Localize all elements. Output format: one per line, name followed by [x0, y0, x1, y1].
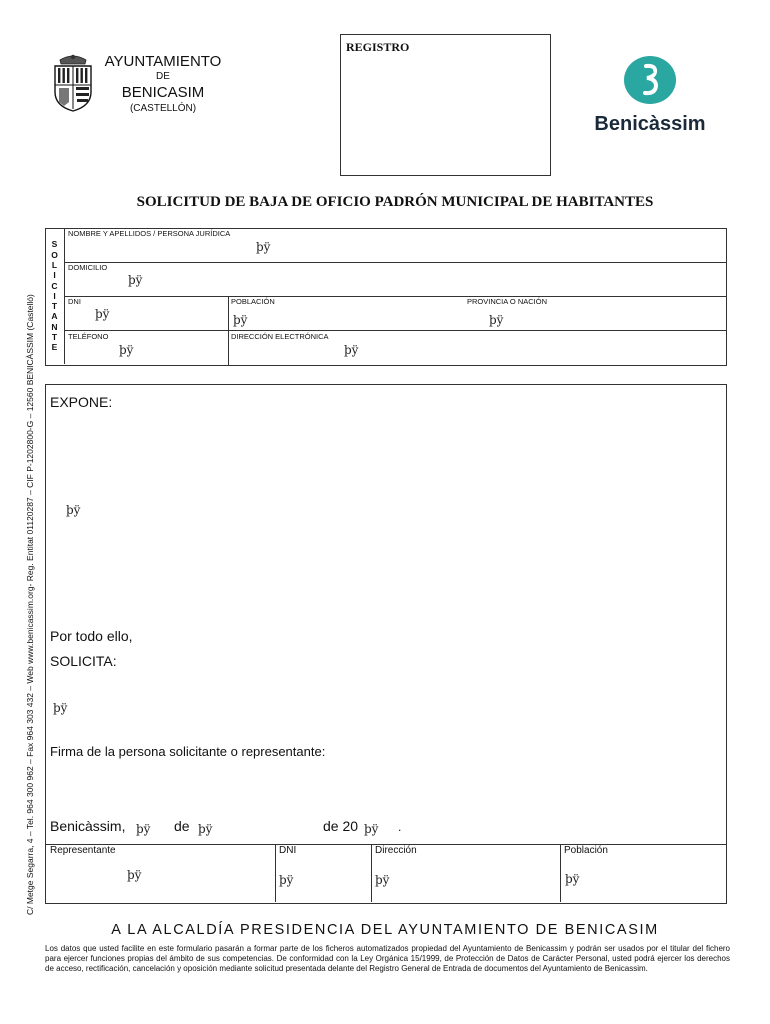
solicita-label: SOLICITA: — [50, 653, 117, 669]
registro-label: REGISTRO — [346, 40, 410, 54]
nombre-field[interactable]: þÿ — [256, 240, 271, 254]
column-divider — [228, 296, 229, 365]
firma-label: Firma de la persona solicitante o representante: — [50, 744, 326, 759]
email-label: DIRECCIÓN ELECTRÓNICA — [231, 332, 329, 341]
data-protection-note: Los datos que usted facilite en este formulario pasarán a formar parte de los ficheros automatizados propiedad del Ayuntamiento de Benicassim y podrán ser usados por el titular del fichero para ejercer funciones propias del ámbito de sus competencias. De conformidad con la Ley Orgánica 15/1999, de Protección de Datos de Carácter Personal, usted podrá ejercer los derechos de acceso, rectificación, cancelación y oposición mediante solicitud presentada delante del Registro General de Entrada de documentos del Ayuntamiento de Benicassim. — [45, 944, 730, 974]
provincia-label: PROVINCIA O NACIÓN — [467, 297, 548, 306]
solicitante-letter: S — [51, 239, 58, 250]
expone-field[interactable]: þÿ — [66, 503, 81, 517]
telefono-label: TELÉFONO — [68, 332, 109, 341]
solicitante-letter: L — [51, 259, 58, 270]
poblacion-label: POBLACIÓN — [231, 297, 275, 306]
de-label: de — [174, 818, 190, 834]
rep-dni-field[interactable]: þÿ — [279, 873, 294, 887]
address-side-text: C/ Metge Segarra, 4 – Tel. 964 300 962 – Fax 964 303 432 – Web www.benicassim.org- Reg. Entitat 01120287 – CIF P-1202800-G – 12560 BENICÀSSIM (Castelló) — [25, 294, 35, 915]
solicitante-vertical-label — [45, 228, 65, 364]
solicitante-letter: T — [51, 332, 58, 343]
month-field[interactable]: þÿ — [198, 822, 213, 836]
ayuntamiento-de: DE — [156, 71, 170, 82]
representante-field[interactable]: þÿ — [127, 868, 142, 882]
dni-field[interactable]: þÿ — [95, 307, 110, 321]
date-period: . — [398, 820, 402, 834]
solicitante-letter: O — [51, 249, 58, 260]
column-divider — [275, 844, 276, 902]
column-divider — [371, 844, 372, 902]
domicilio-label: DOMICILIO — [68, 263, 108, 272]
form-title: SOLICITUD DE BAJA DE OFICIO PADRÓN MUNICIPAL DE HABITANTES — [136, 194, 654, 210]
year-field[interactable]: þÿ — [364, 822, 379, 836]
rep-dni-label: DNI — [279, 845, 297, 856]
email-field[interactable]: þÿ — [344, 343, 359, 357]
solicitante-letter: C — [51, 280, 58, 291]
column-divider — [560, 844, 561, 902]
town-name: BENICASIM — [121, 84, 205, 101]
day-field[interactable]: þÿ — [136, 822, 151, 836]
coat-of-arms-logo — [52, 52, 94, 112]
place-label: Benicàssim, — [50, 818, 126, 834]
poblacion-field[interactable]: þÿ — [233, 313, 248, 327]
solicitante-letter: I — [53, 270, 56, 281]
ayuntamiento-heading: AYUNTAMIENTO — [104, 53, 222, 70]
solicitante-letter: E — [51, 342, 58, 353]
addressee-title: A LA ALCALDÍA PRESIDENCIA DEL AYUNTAMIENTO DE BENICASIM — [111, 922, 659, 938]
representante-label: Representante — [50, 845, 116, 856]
solicitante-section — [45, 228, 727, 366]
solicitante-letter: I — [53, 290, 56, 301]
province-name: (CASTELLÓN) — [129, 103, 197, 114]
provincia-field[interactable]: þÿ — [489, 313, 504, 327]
solicitante-letter: N — [51, 321, 58, 332]
logo-wordmark: Benicàssim — [594, 113, 706, 135]
de-20-label: de 20 — [323, 818, 359, 834]
nombre-label: NOMBRE Y APELLIDOS / PERSONA JURÍDICA — [68, 229, 231, 238]
registro-stamp-box — [340, 34, 551, 176]
row-divider — [64, 262, 726, 263]
rep-poblacion-field[interactable]: þÿ — [565, 872, 580, 886]
rep-direccion-field[interactable]: þÿ — [375, 873, 390, 887]
solicitante-letter: T — [51, 301, 58, 312]
telefono-field[interactable]: þÿ — [119, 343, 134, 357]
rep-direccion-label: Dirección — [375, 845, 417, 856]
por-todo-ello-text: Por todo ello, — [50, 628, 133, 644]
dni-label: DNI — [68, 297, 81, 306]
domicilio-field[interactable]: þÿ — [128, 273, 143, 287]
benicassim-logo — [594, 55, 706, 135]
solicita-field[interactable]: þÿ — [53, 701, 68, 715]
expone-label: EXPONE: — [50, 394, 113, 410]
row-divider — [64, 296, 726, 297]
rep-poblacion-label: Población — [564, 845, 608, 856]
solicitante-letter: A — [51, 311, 58, 322]
row-divider — [64, 330, 726, 331]
